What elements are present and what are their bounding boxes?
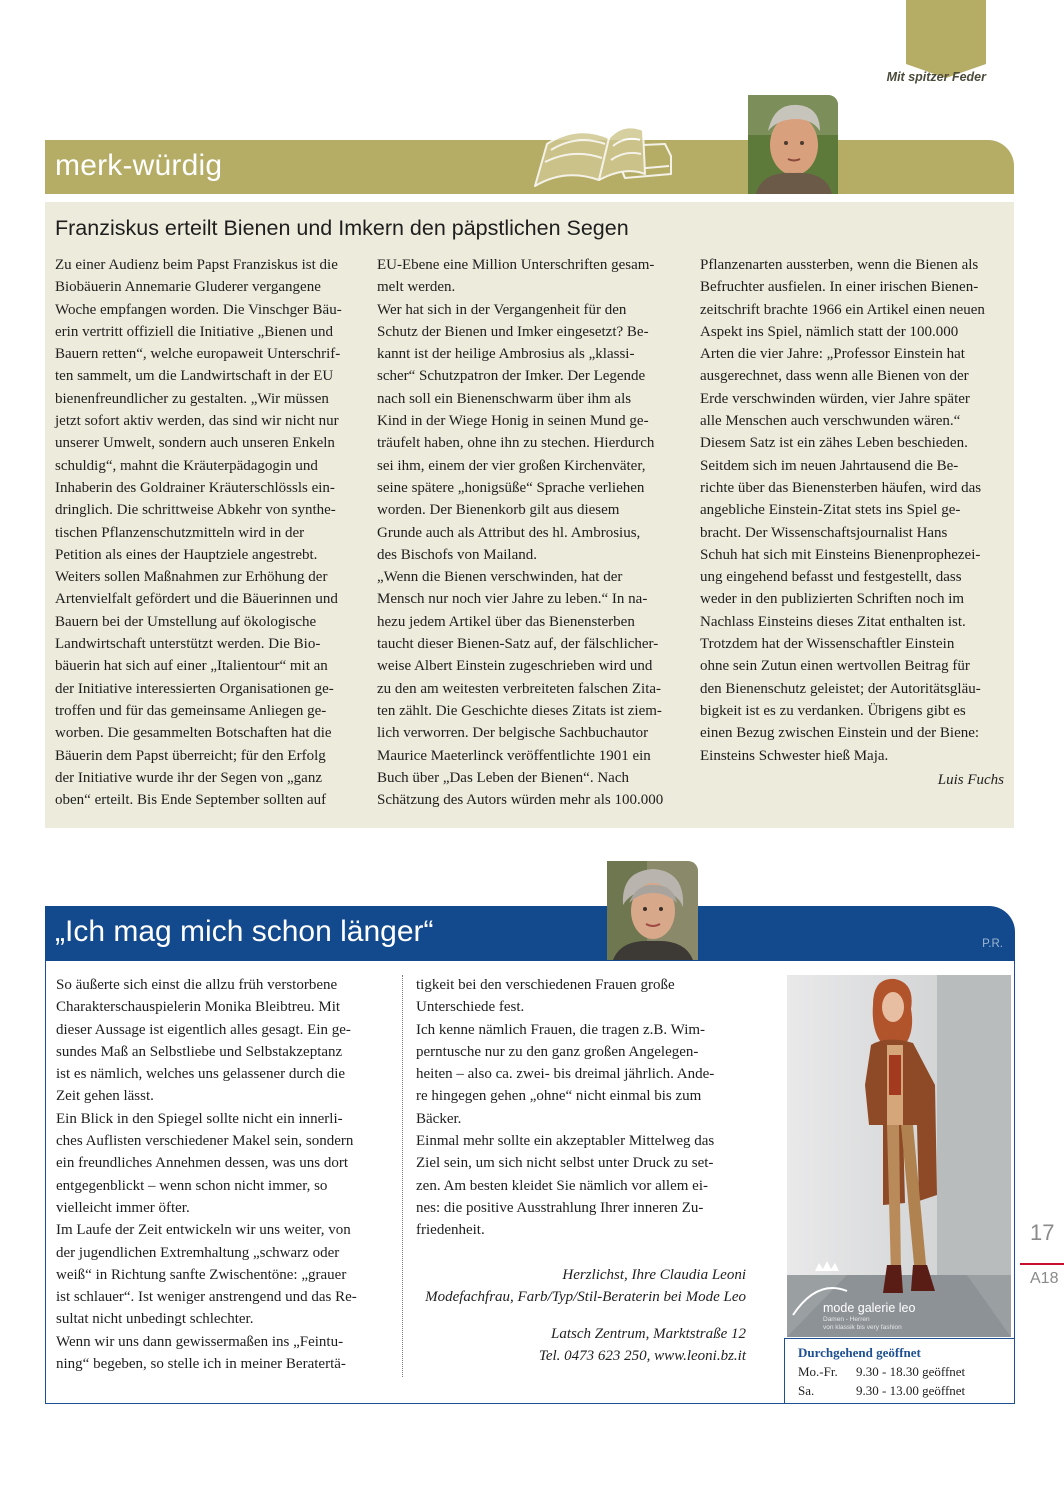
text-line: Inhaberin des Goldrainer Kräuterschlössls ein- xyxy=(55,479,335,496)
text-line: ohne sein Zutun einen wertvollen Beitrag für xyxy=(700,658,970,675)
text-line: der jugendlichen Extremhaltung „schwarz oder xyxy=(56,1244,340,1261)
text-line: Trotzdem hat der Wissenschaftler Einstein xyxy=(700,636,955,653)
opening-hours-row: Sa. 9.30 - 13.00 geöffnet xyxy=(798,1383,966,1398)
text-line: Artenvielfalt gefördert und die Bäuerinnen und xyxy=(55,591,338,608)
column-divider xyxy=(402,975,403,1377)
text-line: entgegenblickt – wenn schon nicht immer, so xyxy=(56,1177,328,1194)
advertorial-column-1 xyxy=(56,974,357,1375)
text-line: Arten die vier Jahre: „Professor Einstein hat xyxy=(700,346,965,363)
text-line: einen Bezug zwischen Einstein und der Biene: xyxy=(700,725,980,742)
text-line: oben“ erteilt. Bis Ende September sollten auf xyxy=(55,792,327,809)
text-line: perntusche nur zu den ganz großen Angelegen- xyxy=(416,1043,699,1060)
page-number: 17 xyxy=(1030,1220,1055,1245)
text-line: dieser Aussage ist eigentlich alles gesagt. Ein ge- xyxy=(56,1021,351,1038)
author-portrait-luis-fuchs xyxy=(748,95,838,194)
author-portrait-claudia-leoni xyxy=(607,861,698,960)
brand-tagline: Damen - Herren von klassik bis very fashion xyxy=(823,1316,902,1331)
article-column-1 xyxy=(55,254,342,811)
text-line: bracht. Der Wissenschaftsjournalist Hans xyxy=(700,524,948,541)
text-line: Schutz der Bienen und Imker eingesetzt? Be- xyxy=(377,323,649,340)
merk-wuerdig-article xyxy=(45,202,1014,828)
text-line: nes: die positive Ausstrahlung Ihrer inneren Zu- xyxy=(416,1199,704,1216)
text-line: alle Menschen auch verschwunden wären.“ xyxy=(700,413,961,430)
text-line: Kind in der Wiege Honig in seinen Mund ge- xyxy=(377,413,649,430)
opening-hours-title: Durchgehend geöffnet xyxy=(798,1345,921,1360)
text-line: zen. Am besten kleidet Sie nämlich vor allem ei- xyxy=(416,1177,708,1194)
text-line: ten zählt. Die Geschichte dieses Zitats ist ziem- xyxy=(377,702,662,719)
text-line: So äußerte sich einst die allzu früh verstorbene xyxy=(56,977,338,993)
text-line: Weiters sollen Maßnahmen zur Erhöhung der xyxy=(55,569,328,586)
text-line: zeitschrift brachte 1966 ein Artikel einen neuen xyxy=(700,301,985,318)
text-line: schuldig“, mahnt die Kräuterpädagogin und xyxy=(55,457,318,474)
text-line: Nachlass Einsteins dieses Zitat enthalten ist. xyxy=(700,613,966,630)
text-line: sundes Maß an Selbstliebe und Selbstakzeptanz xyxy=(56,1043,343,1060)
text-line: Ein Blick in den Spiegel sollte nicht ein innerli- xyxy=(56,1110,343,1127)
author-signature: Luis Fuchs xyxy=(937,771,1004,788)
text-line: Einmal mehr sollte ein akzeptabler Mittelweg das xyxy=(416,1133,715,1150)
text-line: Unterschiede fest. xyxy=(416,999,525,1016)
text-line: friedenheit. xyxy=(416,1222,485,1239)
text-line: des Bischofs von Mailand. xyxy=(377,546,537,563)
text-line: ten sammelt, um die Landwirtschaft in der EU xyxy=(55,368,334,385)
article-column-3 xyxy=(700,254,1004,791)
text-line: ning“ begeben, so stelle ich in meiner Beratertä- xyxy=(56,1356,346,1373)
text-line: nach soll ein Bienenschwarm über ihm als xyxy=(377,390,632,407)
text-line: Ich kenne nämlich Frauen, die tragen z.B. Wim- xyxy=(416,1021,706,1038)
advertorial-column-2 xyxy=(416,974,714,1242)
text-line: weder in den publizierten Schriften noch im xyxy=(700,591,965,608)
text-line: Bauern bei der Umstellung auf ökologische xyxy=(55,613,317,630)
text-line: ausgerechnet, dass wenn alle Bienen von der xyxy=(700,368,969,385)
issue-code: A18 xyxy=(1030,1270,1059,1287)
text-line: Seitdem sich im neuen Jahrtausend die Be- xyxy=(700,457,959,474)
text-line: Wenn wir uns dann gewissermaßen ins „Feintu- xyxy=(56,1333,344,1350)
text-line: der Initiative interessierten Organisationen ge- xyxy=(55,680,334,697)
text-line: Maurice Maeterlinck veröffentlichte 1901 ein xyxy=(377,747,651,764)
text-line: Pflanzenarten aussterben, wenn die Bienen als xyxy=(700,257,979,273)
text-line: Diesem Satz ist ein zähes Leben beschieden. xyxy=(700,435,968,452)
text-line: Wer hat sich in der Vergangenheit für den xyxy=(377,301,627,318)
text-line: Bauern retten“, welche europaweit Unterschrif- xyxy=(55,346,341,363)
merk-wuerdig-title: merk-würdig xyxy=(55,149,223,182)
text-line: Erde verschwinden würden, vier Jahre später xyxy=(700,390,970,407)
open-book-icon xyxy=(525,116,675,196)
text-line: jetzt sofort aktiv werden, das sind wir nicht nur xyxy=(55,413,339,430)
text-line: taucht dieser Bienen-Satz auf, der fälschlicher- xyxy=(377,636,659,653)
text-line: unserer Umwelt, sondern auch unseren Enkeln xyxy=(55,435,335,452)
store-contact: Tel. 0473 623 250, www.leoni.bz.it xyxy=(538,1347,746,1364)
text-line: lich verworren. Der belgische Sachbuchautor xyxy=(377,725,649,742)
text-line: re hingegen gehen „ohne“ nicht einmal bis zum xyxy=(416,1088,702,1105)
closing-greeting: Herzlichst, Ihre Claudia Leoni xyxy=(562,1267,746,1283)
text-line: Einsteins Schwester hieß Maja. xyxy=(700,747,889,764)
article-heading: Franziskus erteilt Bienen und Imkern den päpstlichen Segen xyxy=(55,216,629,240)
text-line: Charakterschauspielerin Monika Bleibtreu. Mit xyxy=(56,999,341,1016)
text-line: ung eingehend befasst und festgestellt, dass xyxy=(700,569,962,586)
pr-badge: P.R. xyxy=(982,938,1003,950)
opening-hours xyxy=(784,1338,1015,1404)
merk-wuerdig-header xyxy=(45,140,1014,194)
text-line: Mensch nur noch vier Jahre zu leben.“ In na- xyxy=(377,591,648,608)
text-line: EU-Ebene eine Million Unterschriften gesam- xyxy=(377,257,655,273)
text-line: tischen Pflanzenschutzmitteln wird in der xyxy=(55,524,305,541)
text-line: bienenfreundlicher zu gestalten. „Wir müssen xyxy=(55,390,329,407)
page-number-rule xyxy=(1020,1263,1064,1265)
text-line: zu den am weitesten verbreiteten falschen Zita- xyxy=(377,680,662,697)
text-line: erin vertritt offiziell die Initiative „Bienen und xyxy=(55,323,333,340)
closing-role: Modefachfrau, Farb/Typ/Stil-Beraterin bei Mode Leo xyxy=(425,1289,746,1306)
text-line: seine spätere „honigsüße“ Sprache verliehen xyxy=(377,479,645,496)
text-line: bigkeit ist es zu verdanken. Übrigens gibt es xyxy=(700,702,966,719)
text-line: heiten – also ca. zwei- bis dreimal jährlich. Ande- xyxy=(416,1066,715,1083)
text-line: sultat nicht unbedingt schlechter. xyxy=(56,1311,254,1328)
text-line: tigkeit bei den verschiedenen Frauen große xyxy=(416,977,675,993)
fashion-ad-photo xyxy=(787,975,1011,1337)
text-line: ein freundliches Annehmen dessen, was uns dort xyxy=(56,1155,349,1172)
advertorial-closing xyxy=(416,1264,746,1367)
text-line: träufelt haben, ohne ihn zu stechen. Hierdurch xyxy=(377,435,655,452)
text-line: Petition als eines der Hauptziele angestrebt. xyxy=(55,546,318,563)
text-line: Ziel sein, um sich nicht selbst unter Druck zu set- xyxy=(416,1155,714,1172)
text-line: Zeit gehen lässt. xyxy=(56,1088,154,1105)
text-line: Aspekt ins Spiel, nämlich statt der 100.000 xyxy=(700,323,959,340)
text-line: ist schlauer“. Ist weniger anstrengend und das Re- xyxy=(56,1289,357,1306)
text-line: „Wenn die Bienen verschwinden, hat der xyxy=(377,569,623,586)
text-line: Im Laufe der Zeit entwickeln wir uns weiter, von xyxy=(56,1222,351,1239)
opening-hours-row: Mo.-Fr. 9.30 - 18.30 geöffnet xyxy=(798,1364,966,1379)
advertorial-header xyxy=(45,906,1015,961)
article-column-2 xyxy=(377,254,663,811)
text-line: richte über das Bienensterben häufen, wird das xyxy=(700,479,982,496)
text-line: dringlich. Die schrittweise Abkehr von synthe- xyxy=(55,502,336,519)
text-line: sei ihm, einem der vier großen Kirchenväter, xyxy=(377,457,646,474)
text-line: worben. Die gesammelten Botschaften hat die xyxy=(55,725,332,742)
text-line: troffen und für das gemeinsame Anliegen ge- xyxy=(55,702,327,719)
text-line: melt werden. xyxy=(377,279,456,296)
text-line: Buch über „Das Leben der Bienen“. Nach xyxy=(377,769,629,786)
text-line: Schätzung des Autors würden mehr als 100.000 xyxy=(377,792,664,809)
column-kicker: Mit spitzer Feder xyxy=(886,70,986,84)
store-address: Latsch Zentrum, Marktstraße 12 xyxy=(551,1325,746,1342)
text-line: Zu einer Audienz beim Papst Franziskus ist die xyxy=(55,257,338,273)
text-line: der Initiative wurde ihr der Segen von „ganz xyxy=(55,769,322,786)
text-line: worden. Der Bienenkorb gilt aus diesem xyxy=(377,502,620,519)
text-line: vielleicht immer öfter. xyxy=(56,1199,190,1216)
text-line: Landwirtschaft unterstützt werden. Die Bio- xyxy=(55,636,321,653)
section-tab-marker xyxy=(906,0,986,64)
text-line: Schuh hat sich mit Einsteins Bienenprophezei- xyxy=(700,546,981,563)
text-line: Befruchter ausfielen. In einer irischen Bienen- xyxy=(700,279,979,296)
text-line: den Bienenschutz geleistet; der Autoritätsgläu- xyxy=(700,680,981,697)
text-line: angebliche Einstein-Zitat stets ins Spiel ge- xyxy=(700,502,961,519)
text-line: Bäuerin dem Papst überreicht; für den Erfolg xyxy=(55,747,326,764)
text-line: ches Auflisten verschiedener Makel sein, sondern xyxy=(56,1133,354,1150)
brand-name: mode galerie leo xyxy=(823,1301,916,1315)
text-line: bäuerin hat sich auf einer „Italientour“ mit an xyxy=(55,658,328,675)
text-line: weiß“ in Richtung sanfte Zwischentöne: „grauer xyxy=(56,1266,347,1283)
text-line: hezu jedem Artikel über das Bienensterben xyxy=(377,613,635,630)
text-line: kannt ist der heilige Ambrosius als „klassi- xyxy=(377,346,635,363)
text-line: ist es nämlich, welches uns gelassener durch die xyxy=(56,1066,346,1083)
advertorial-title: „Ich mag mich schon länger“ xyxy=(55,915,434,948)
text-line: scher“ Schutzpatron der Imker. Der Legende xyxy=(377,368,646,385)
text-line: Bäcker. xyxy=(416,1110,462,1127)
text-line: Grunde auch als Attribut des hl. Ambrosius, xyxy=(377,524,641,541)
text-line: weise Albert Einstein zugeschrieben wird und xyxy=(377,658,653,675)
text-line: Biobäuerin Annemarie Gluderer vergangene xyxy=(55,279,321,296)
text-line: Woche empfangen worden. Die Vinschger Bäu- xyxy=(55,301,342,318)
